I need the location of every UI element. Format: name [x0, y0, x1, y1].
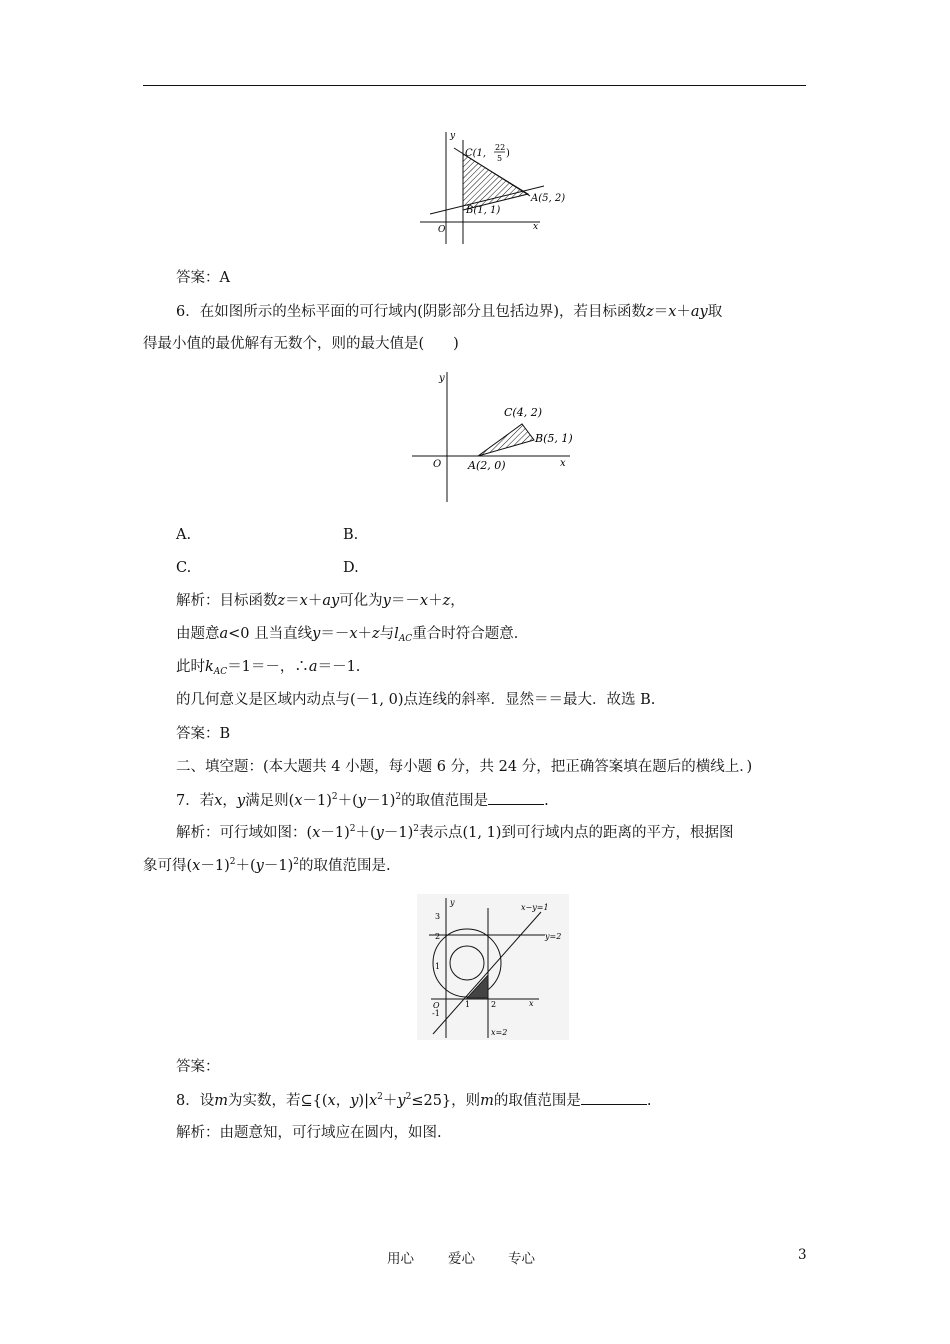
footer-text-2: 爱心	[448, 1251, 475, 1267]
text: ＋	[676, 304, 691, 320]
superscript: 2	[377, 1092, 383, 1102]
text: ＝	[653, 304, 669, 320]
superscript: 2	[229, 857, 236, 867]
text: ＝－	[390, 593, 420, 609]
var: y	[382, 593, 391, 609]
solution-7-line-1	[176, 823, 733, 843]
text: 的取值范围是	[401, 793, 489, 809]
figure-1	[402, 126, 566, 246]
text: 解析：可行域如图：(	[176, 825, 313, 841]
text: ＋(	[235, 858, 256, 874]
text: ，	[450, 593, 465, 609]
text: －1)	[263, 858, 294, 874]
fig1-origin: O	[438, 225, 446, 235]
text: .	[544, 793, 549, 809]
option-d: D.	[343, 560, 359, 576]
text: ＋	[307, 593, 323, 609]
section-2-heading: 二、填空题：(本大题共 4 小题，每小题 6 分，共 24 分，把正确答案填在题后的横线上．)	[176, 759, 753, 775]
fig3-line-y2-label: y=2	[545, 932, 562, 941]
text: －1)	[200, 858, 230, 874]
var: x	[349, 626, 358, 642]
fig3-tick-3: 3	[435, 912, 441, 921]
figure-1-svg	[402, 126, 566, 246]
text: －1)	[383, 825, 414, 841]
question-7	[176, 790, 549, 811]
question-6-line-1	[176, 302, 722, 322]
var: ay	[322, 593, 340, 609]
fig3-y-label: y	[450, 898, 455, 907]
var: y	[350, 1093, 359, 1109]
text: ＋(	[337, 793, 358, 809]
fig3-tick-minus-1: -1	[432, 1009, 440, 1018]
var: x	[214, 793, 223, 809]
option-b: B.	[343, 527, 359, 543]
var: a	[219, 626, 229, 642]
var: x	[327, 1093, 336, 1109]
solution-6-line-1	[176, 591, 465, 611]
var: y	[357, 793, 366, 809]
subscript: AC	[398, 634, 413, 644]
var: x	[368, 1093, 378, 1109]
text: .	[646, 1093, 652, 1109]
text: －1)	[365, 793, 396, 809]
fig3-line-x2-label: x=2	[491, 1028, 508, 1037]
text: ＋	[428, 593, 443, 609]
var: y	[255, 858, 264, 874]
header-rule	[143, 85, 806, 86]
fig2-origin: O	[433, 459, 442, 470]
var: y	[312, 626, 321, 642]
fig3-tick-x-1: 1	[465, 1000, 471, 1009]
option-c: C.	[176, 560, 192, 576]
superscript: 2	[413, 824, 419, 834]
text: 6．在如图所示的坐标平面的可行域内(阴影部分且包括边界)，若目标函数	[176, 304, 647, 320]
text: 重合时符合题意．	[412, 626, 529, 642]
fig2-b-label: B(5, 1)	[535, 432, 573, 445]
text: <0 且当直线	[228, 626, 313, 642]
text: ＝	[285, 593, 300, 609]
fig3-x-label: x	[529, 999, 534, 1008]
var: k	[205, 659, 214, 675]
feasible-region	[478, 424, 534, 456]
var: z	[277, 593, 286, 609]
var: x	[192, 858, 201, 874]
text: 的取值范围是.	[298, 858, 391, 874]
page-number: 3	[798, 1247, 807, 1263]
answer-7: 答案：	[176, 1059, 220, 1075]
text: －1)	[320, 825, 350, 841]
answer-5: 答案：A	[176, 270, 230, 286]
superscript: 2	[293, 857, 299, 867]
text: ＋	[382, 1093, 398, 1109]
text: ＝－1.	[317, 659, 361, 675]
var: x	[312, 825, 321, 841]
text: 表示点(1, 1)到可行域内点的距离的平方，根据图	[418, 825, 734, 841]
text: 7．若	[176, 793, 215, 809]
text: ＋	[357, 626, 373, 642]
text: 取	[707, 304, 723, 320]
question-8	[176, 1090, 652, 1111]
text: 此时	[176, 659, 205, 675]
footer-text-1: 用心	[387, 1251, 414, 1267]
option-a: A.	[176, 527, 192, 543]
var: y	[397, 1093, 406, 1109]
fig3-tick-x-2: 2	[491, 1000, 497, 1009]
var: z	[372, 626, 380, 642]
fig1-c-den: 5	[497, 154, 503, 163]
superscript: 2	[395, 792, 402, 802]
text: 解析：目标函数	[176, 593, 278, 609]
var: y	[375, 825, 384, 841]
fig1-c-label: C(1,	[465, 148, 487, 159]
solution-7-line-2	[143, 856, 391, 876]
text: 为实数，若⊆{(	[227, 1093, 328, 1109]
fig2-c-label: C(4, 2)	[504, 406, 542, 419]
fig3-tick-2: 2	[435, 932, 441, 941]
var: l	[394, 626, 399, 642]
fig3-tick-1: 1	[435, 962, 441, 971]
question-6-line-2: 得最小值的最优解有无数个，则的最大值是( )	[143, 336, 459, 352]
var: x	[419, 593, 429, 609]
superscript: 2	[331, 792, 338, 802]
text: 的取值范围是	[493, 1093, 581, 1109]
text: 可化为	[339, 593, 383, 609]
superscript: 2	[405, 1092, 412, 1102]
answer-blank	[488, 790, 544, 805]
var: z	[442, 593, 451, 609]
text: 8．设	[176, 1093, 215, 1109]
var: a	[308, 659, 318, 675]
text: 由题意	[176, 626, 220, 642]
feasible-region	[463, 154, 528, 210]
text: ＝1＝－，∴	[227, 659, 309, 675]
figure-3-svg	[417, 894, 569, 1040]
fig1-b-label: B(1, 1)	[466, 205, 501, 216]
var: x	[294, 793, 303, 809]
var: y	[236, 793, 246, 809]
fig2-y-label: y	[439, 373, 445, 384]
footer-text-3: 专心	[508, 1251, 535, 1267]
fig3-origin: O	[433, 1001, 440, 1010]
figure-3	[417, 894, 569, 1040]
fig2-a-label: A(2, 0)	[468, 459, 506, 472]
superscript: 2	[349, 824, 356, 834]
text: 象可得(	[143, 858, 193, 874]
text: ，	[335, 1093, 351, 1109]
text: 与	[379, 626, 395, 642]
fig1-x-label: x	[533, 222, 539, 232]
text: ＝－	[320, 626, 350, 642]
var: x	[299, 593, 308, 609]
text: 满足则(	[245, 793, 295, 809]
solution-6-line-2	[176, 624, 528, 644]
answer-blank	[581, 1090, 647, 1105]
var: z	[646, 304, 654, 320]
var: m	[480, 1093, 494, 1109]
fig3-line-xy-label: x−y=1	[521, 903, 549, 912]
solution-6-line-3	[176, 657, 360, 677]
fig1-c-num: 22	[495, 143, 506, 152]
var: ay	[690, 304, 708, 320]
text: )|	[358, 1093, 369, 1109]
fig2-x-label: x	[560, 458, 566, 469]
text: ≤25}，则	[411, 1093, 481, 1109]
text: ＋(	[355, 825, 376, 841]
answer-6: 答案：B	[176, 726, 231, 742]
fig1-c-close: )	[506, 148, 510, 159]
fig1-a-label: A(5, 2)	[531, 193, 566, 204]
fig1-y-label: y	[450, 131, 456, 141]
var: x	[668, 304, 677, 320]
solution-6-line-4: 的几何意义是区域内动点与(－1, 0)点连线的斜率．显然＝＝最大．故选 B.	[176, 692, 656, 708]
text: －1)	[302, 793, 332, 809]
text: ，	[222, 793, 237, 809]
figure-2	[410, 368, 575, 506]
var: m	[214, 1093, 228, 1109]
figure-2-svg	[410, 368, 575, 506]
solution-8: 解析：由题意知，可行域应在圆内，如图.	[176, 1125, 442, 1141]
subscript: AC	[213, 667, 228, 677]
